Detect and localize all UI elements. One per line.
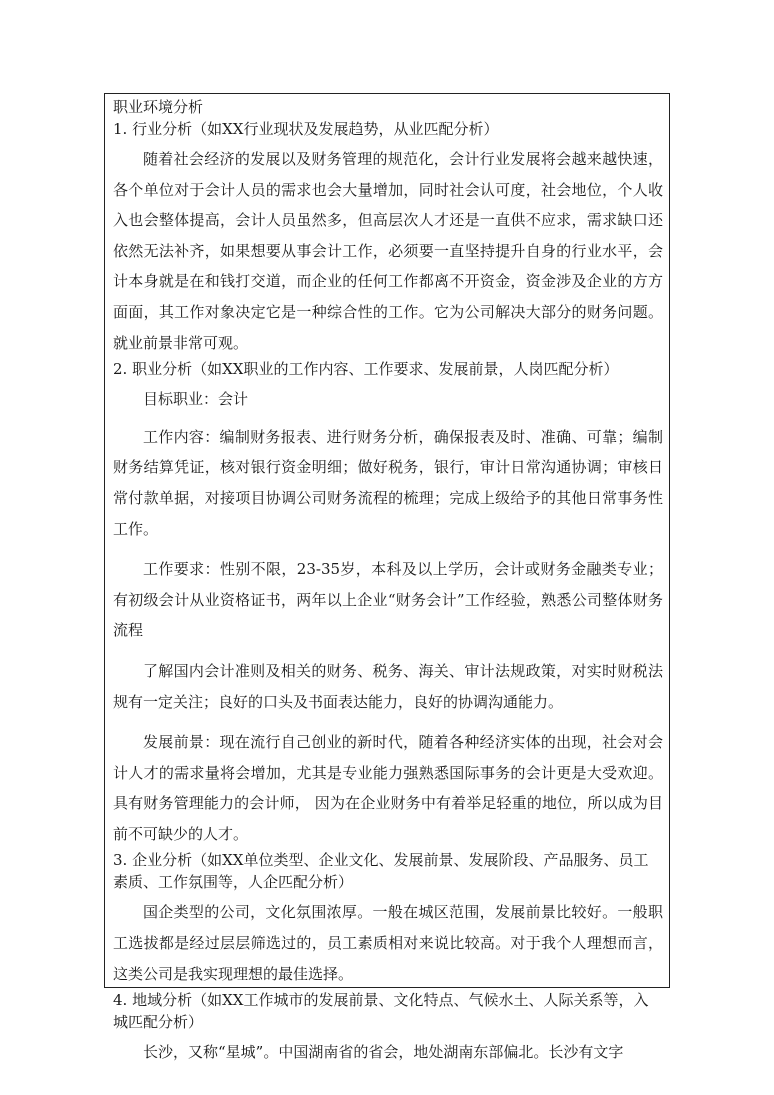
document-frame	[104, 93, 670, 1062]
section-heading-industry: 1. 行业分析（如XX行业现状及发展趋势，从业匹配分析）	[113, 120, 499, 138]
paragraph-prospects: 发展前景：现在流行自己创业的新时代，随着各种经济实体的出现，社会对会计人才的需求量将会增加，尤其是专业能力强熟悉国际事务的会计更是大受欢迎。具有财务管理能力的会计师， 因为在企业财务中有着举足轻重的地位，所以成为目前不可缺少的人才。	[113, 733, 663, 843]
paragraph-target-career: 目标职业：会计	[143, 390, 249, 409]
paragraph-job-content: 工作内容：编制财务报表、进行财务分析，确保报表及时、准确、可靠；编制财务结算凭证，核对银行资金明细；做好税务，银行，审计日常沟通协调；审核日常付款单据，对接项目协调公司财务流程的梳理；完成上级给予的其他日常事务性工作。	[113, 427, 663, 538]
section-heading-enterprise: 3. 企业分析（如XX单位类型、企业文化、发展前景、发展阶段、产品服务、员工素质、工作氛围等，人企匹配分析）	[113, 851, 649, 892]
section-heading-career: 2. 职业分析（如XX职业的工作内容、工作要求、发展前景，人岗匹配分析）	[113, 360, 619, 379]
document-content	[113, 96, 663, 1068]
section-heading-region: 4. 地域分析（如XX工作城市的发展前景、文化特点、气候水土、人际关系等，入城匹配分析）	[113, 991, 649, 1032]
paragraph-regulations: 了解国内会计准则及相关的财务、税务、海关、审计法规政策，对实时财税法规有一定关注；良好的口头及书面表达能力，良好的协调沟通能力。	[113, 661, 663, 711]
paragraph-region: 长沙，又称“星城”。中国湖南省的省会，地处湖南东部偏北。长沙有文字	[143, 1043, 624, 1062]
paragraph-industry: 随着社会经济的发展以及财务管理的规范化，会计行业发展将会越来越快速，各个单位对于会计人员的需求也会大量增加，同时社会认可度，社会地位，个人收入也会整体提高，会计人员虽然多，但高层次人才还是一直供不应求，需求缺口还依然无法补齐，如果想要从事会计工作，必须要一直坚持提升自身的行业水平，会计本身就是在和钱打交道，而企业的任何工作都离不开资金，资金涉及企业的方方面面，其工作对象决定它是一种综合性的工作。它为公司解决大部分的财务问题。就业前景非常可观。	[113, 150, 663, 352]
paragraph-enterprise: 国企类型的公司，文化氛围浓厚。一般在城区范围，发展前景比较好。一般职工选拔都是经过层层筛选过的，员工素质相对来说比较高。对于我个人理想而言，这类公司是我实现理想的最佳选择。	[113, 903, 663, 983]
paragraph-job-requirements: 工作要求：性别不限，23-35岁，本科及以上学历，会计或财务金融类专业；有初级会计从业资格证书，两年以上企业“财务会计”工作经验，熟悉公司整体财务流程	[113, 560, 663, 640]
document-title: 职业环境分析	[113, 98, 204, 116]
